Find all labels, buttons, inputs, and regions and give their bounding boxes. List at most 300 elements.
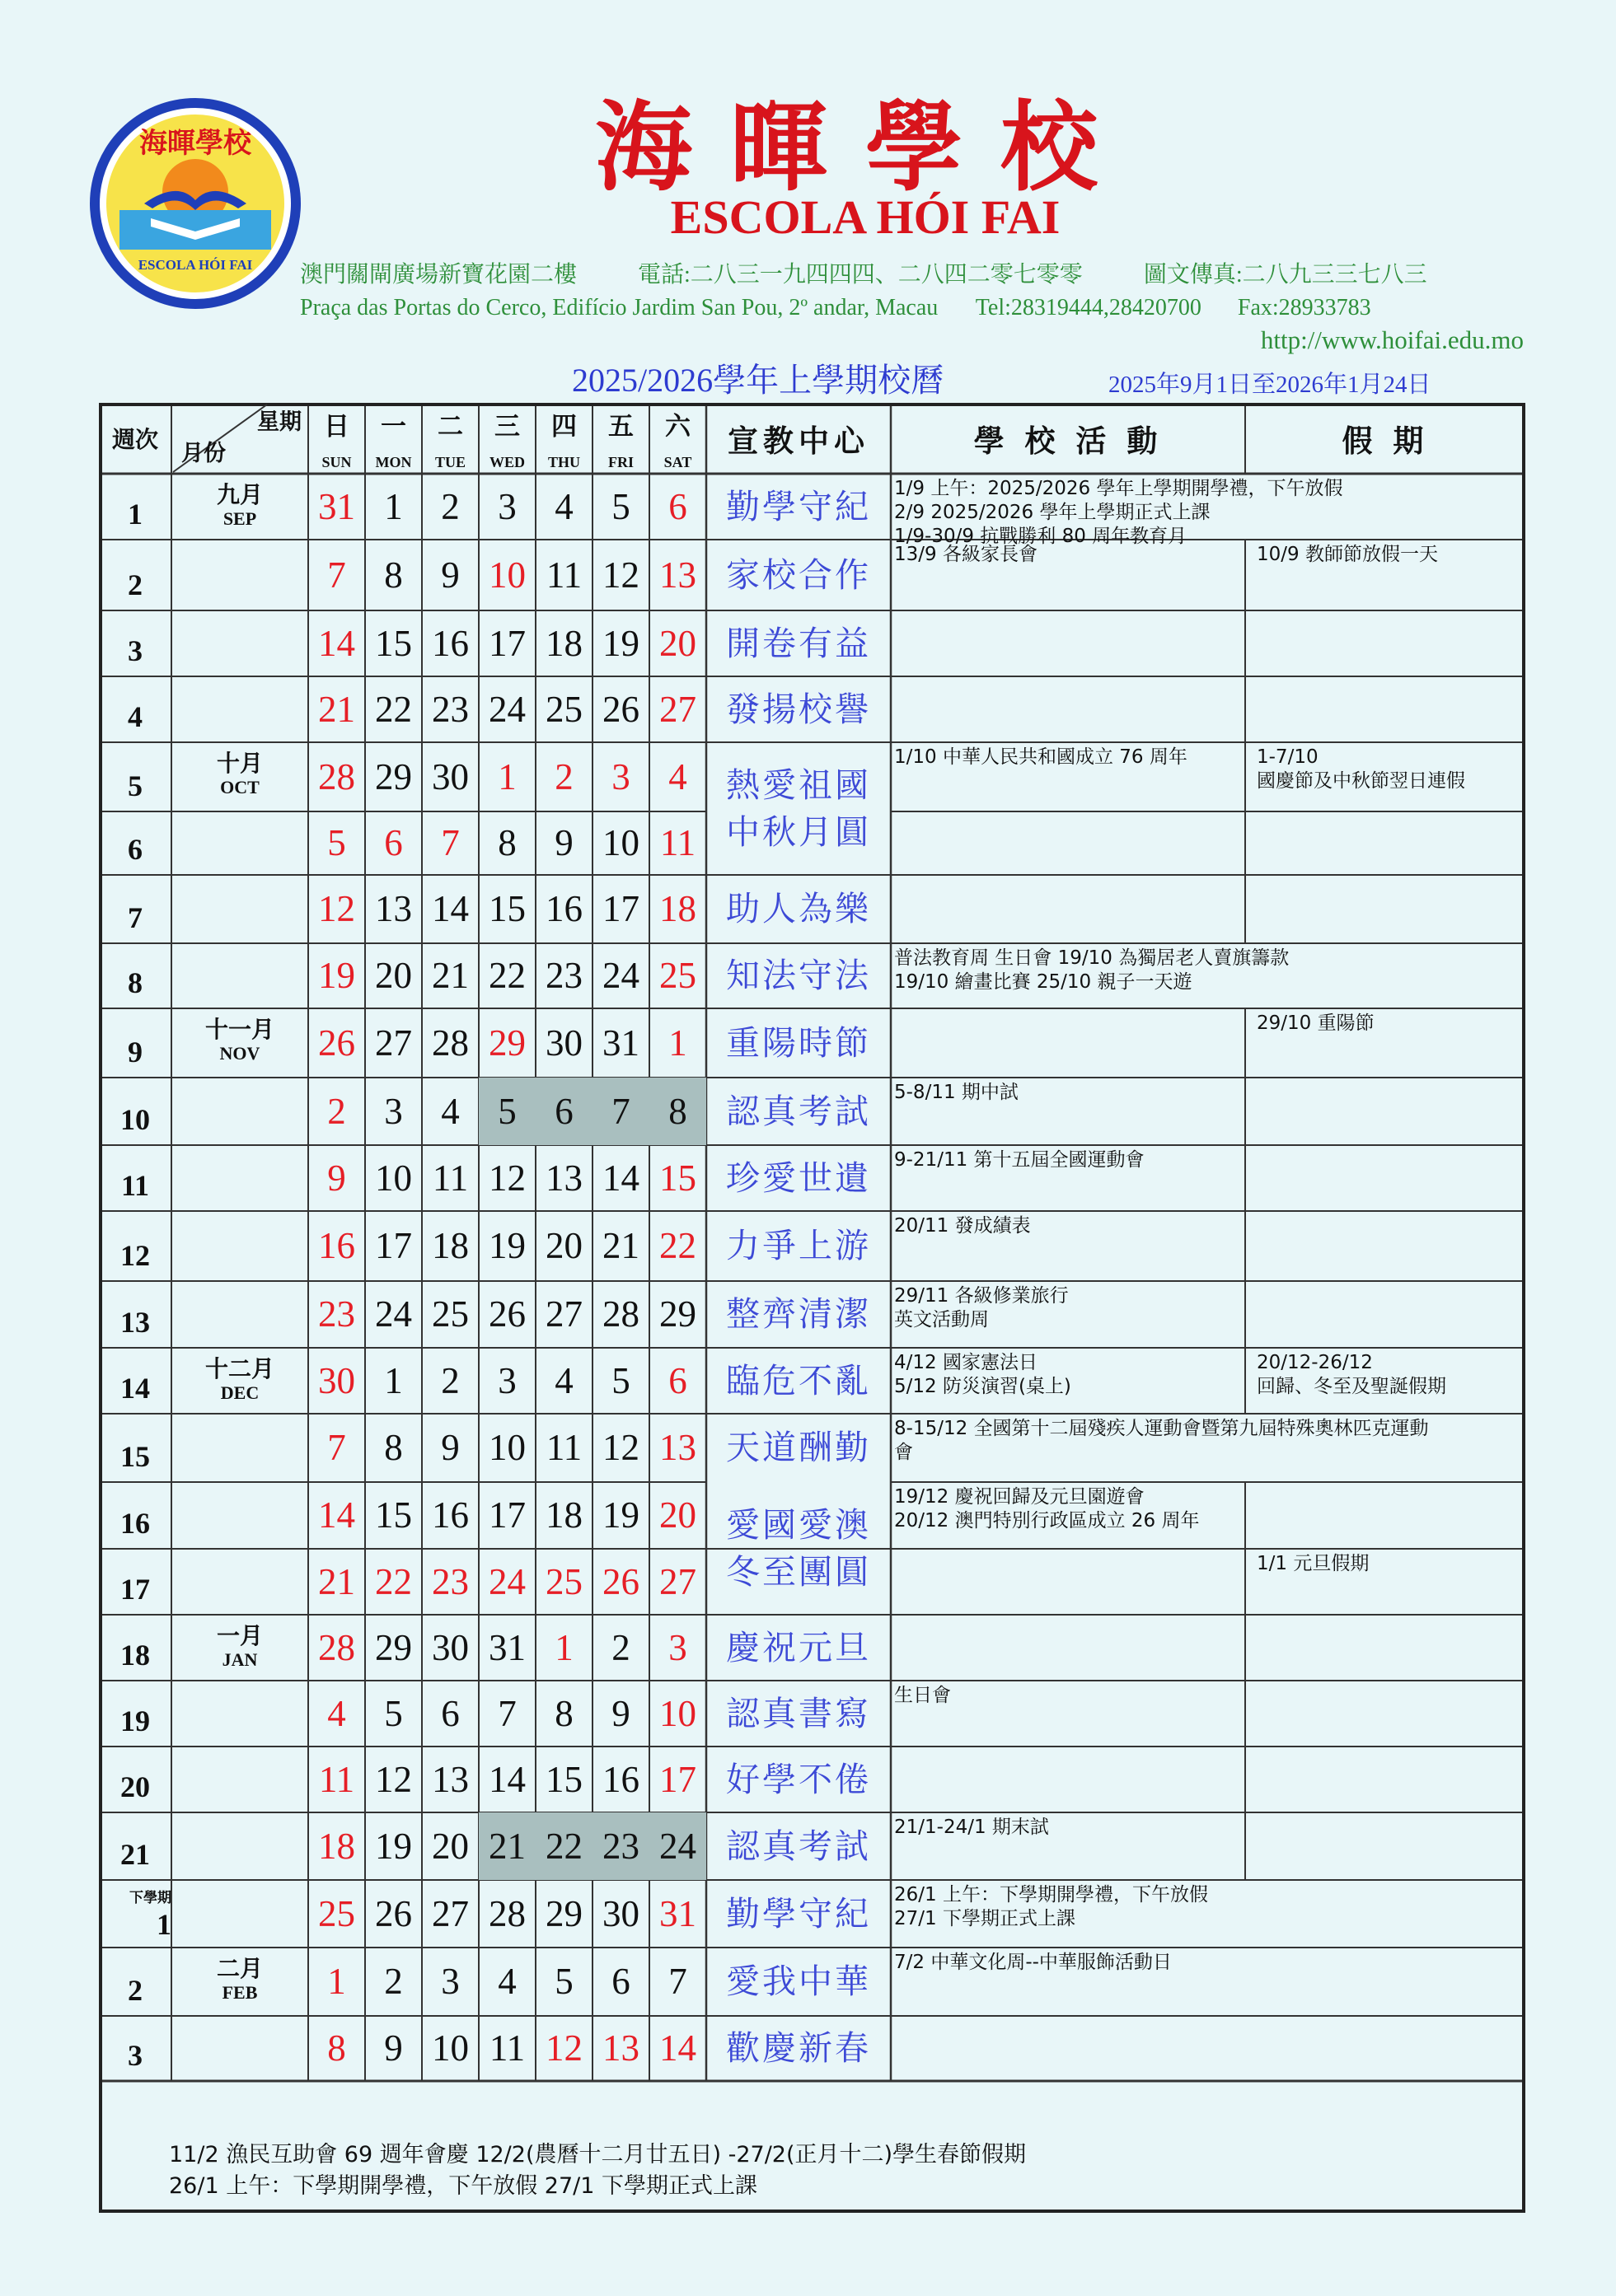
day-cell: 23 — [546, 955, 583, 996]
day-cell: 7 — [498, 1692, 517, 1734]
day-cell: 16 — [318, 1225, 355, 1266]
motto-cell — [706, 1482, 891, 1615]
header-day-cn: 四 — [551, 412, 577, 442]
activity-line: 29/11 各級修業旅行 — [894, 1285, 1069, 1307]
activity-line: 27/1 下學期正式上課 — [894, 1908, 1075, 1929]
day-cell: 9 — [384, 2027, 403, 2069]
month-cn: 十一月 — [204, 1016, 274, 1043]
month-cell — [171, 1414, 308, 1482]
header-activities: 學 校 活 動 — [973, 423, 1163, 459]
activity-line: 2/9 2025/2026 學年上學期正式上課 — [894, 502, 1211, 523]
day-cell: 24 — [489, 688, 526, 730]
day-cell: 4 — [498, 1961, 517, 2002]
day-cell: 14 — [659, 2027, 696, 2069]
week-number: 18 — [120, 1639, 150, 1672]
header-day-sat — [649, 403, 706, 474]
day-cell: 25 — [432, 1293, 469, 1335]
month-cell — [171, 742, 308, 811]
week-number: 20 — [120, 1770, 150, 1803]
school-url[interactable]: http://www.hoifai.edu.mo — [1260, 325, 1524, 354]
motto-cell — [706, 1145, 891, 1211]
month-cell — [171, 1747, 308, 1812]
day-cell: 18 — [546, 622, 583, 664]
day-cell: 21 — [479, 1812, 536, 1880]
month-cell — [171, 1948, 308, 2016]
header-day-sun — [308, 403, 365, 474]
activity-cell — [891, 1681, 1245, 1747]
motto-cell — [706, 1078, 891, 1145]
motto-line: 中秋月圓 — [726, 811, 871, 852]
day-cell: 7 — [668, 1961, 687, 2002]
day-cell: 31 — [489, 1626, 526, 1668]
day-cell: 10 — [489, 554, 526, 596]
month-cell — [171, 1008, 308, 1078]
day-cell: 13 — [602, 2027, 639, 2069]
day-cell: 25 — [546, 688, 583, 730]
header-day-thu — [536, 403, 593, 474]
day-cell: 5 — [555, 1961, 574, 2002]
calendar-date-range: 2025年9月1日至2026年1月24日 — [1108, 372, 1431, 398]
day-cell: 20 — [546, 1225, 583, 1266]
day-cell: 4 — [668, 755, 687, 797]
day-cell: 14 — [489, 1758, 526, 1800]
day-cell: 2 — [327, 1090, 346, 1132]
holiday-line: 20/12-26/12 — [1257, 1352, 1373, 1373]
day-cell: 6 — [384, 822, 403, 863]
day-cell: 23 — [432, 688, 469, 730]
day-cell: 5 — [384, 1692, 403, 1734]
day-cell: 18 — [546, 1494, 583, 1536]
motto-line: 臨危不亂 — [726, 1360, 871, 1401]
week-number: 3 — [128, 2039, 143, 2072]
day-cell: 25 — [546, 1560, 583, 1602]
day-cell: 9 — [555, 822, 574, 863]
day-cell: 11 — [546, 554, 583, 596]
holiday-cell — [1245, 875, 1525, 943]
activity-cell — [891, 1211, 1245, 1281]
day-cell: 19 — [318, 955, 355, 996]
day-cell: 4 — [555, 1359, 574, 1401]
day-cell: 7 — [327, 554, 346, 596]
day-cell: 11 — [432, 1157, 469, 1199]
logo-text-cn: 海暉學校 — [139, 127, 251, 160]
motto-line: 愛我中華 — [726, 1962, 871, 2001]
week-number: 7 — [128, 901, 143, 934]
day-cell: 19 — [375, 1825, 412, 1867]
motto-line: 慶祝元旦 — [726, 1627, 871, 1667]
motto-cell — [706, 742, 891, 875]
day-cell: 29 — [375, 755, 412, 797]
month-cell — [171, 1812, 308, 1880]
day-cell: 14 — [432, 888, 469, 929]
day-cell: 21 — [318, 1560, 355, 1602]
header-day-en: MON — [375, 454, 412, 470]
school-name-pt: ESCOLA HÓI FAI — [670, 190, 1061, 244]
day-cell: 22 — [375, 688, 412, 730]
calendar-title: 2025/2026學年上學期校曆 — [572, 362, 944, 399]
day-cell: 3 — [441, 1961, 460, 2002]
day-cell: 26 — [375, 1892, 412, 1934]
motto-line: 知法守法 — [726, 956, 871, 995]
day-cell: 15 — [375, 1494, 412, 1536]
day-cell: 10 — [375, 1157, 412, 1199]
day-cell: 13 — [432, 1758, 469, 1800]
day-cell: 13 — [546, 1157, 583, 1199]
day-cell: 30 — [602, 1892, 639, 1934]
day-cell: 17 — [489, 622, 526, 664]
holiday-cell — [1245, 1549, 1525, 1615]
day-cell: 17 — [659, 1758, 696, 1800]
day-cell: 16 — [546, 888, 583, 929]
address-line-cn — [300, 264, 1427, 287]
activity-line: 1/9-30/9 抗戰勝利 80 周年教育月 — [894, 526, 1187, 547]
holiday-line: 29/10 重陽節 — [1257, 1012, 1375, 1034]
motto-line: 好學不倦 — [726, 1759, 871, 1799]
day-cell: 18 — [659, 888, 696, 929]
day-cell: 8 — [327, 2027, 346, 2069]
header-day-wed — [479, 403, 536, 474]
day-cell: 31 — [659, 1892, 696, 1934]
week-number: 10 — [120, 1103, 150, 1136]
month-cell — [171, 943, 308, 1008]
activity-cell — [891, 1078, 1245, 1145]
activity-line: 生日會 — [894, 1685, 951, 1706]
month-cell — [171, 1482, 308, 1549]
activity-cell — [891, 1482, 1245, 1549]
day-cell: 6 — [536, 1078, 593, 1145]
day-cell: 18 — [432, 1225, 469, 1266]
footer-line-2: 26/1 上午：下學期開學禮，下午放假 27/1 下學期正式上課 — [169, 2173, 758, 2199]
motto-cell — [706, 1948, 891, 2016]
day-cell: 12 — [489, 1157, 526, 1199]
header-holidays: 假 期 — [1342, 423, 1429, 459]
day-cell: 5 — [327, 822, 346, 863]
day-cell: 5 — [479, 1078, 536, 1145]
motto-line: 冬至團圓 — [726, 1551, 871, 1592]
holiday-cell — [1245, 1482, 1525, 1549]
week-number: 2 — [128, 568, 143, 601]
month-cell — [171, 2016, 308, 2081]
header-day-fri — [593, 403, 649, 474]
month-cell — [171, 1078, 308, 1145]
holiday-cell — [1245, 1348, 1525, 1414]
activity-cell — [891, 1948, 1245, 2016]
month-cn: 十二月 — [204, 1355, 274, 1382]
month-cn: 二月 — [216, 1955, 263, 1982]
day-cell: 10 — [659, 1692, 696, 1734]
motto-line: 勤學守紀 — [726, 1893, 871, 1934]
day-cell: 3 — [668, 1626, 687, 1668]
month-en: DEC — [220, 1382, 260, 1403]
motto-cell — [706, 1281, 891, 1348]
day-cell: 20 — [375, 955, 412, 996]
motto-cell — [706, 1211, 891, 1281]
motto-cell — [706, 1348, 891, 1414]
day-cell: 15 — [546, 1758, 583, 1800]
day-cell: 13 — [659, 1427, 696, 1468]
header-week: 週次 — [111, 426, 158, 453]
header-day-en: SAT — [663, 454, 692, 470]
activity-cell — [891, 474, 1343, 547]
day-cell: 27 — [659, 1560, 696, 1602]
motto-cell — [706, 1414, 891, 1482]
day-cell: 15 — [375, 622, 412, 664]
day-cell: 19 — [602, 622, 639, 664]
header-day-cn: 三 — [494, 412, 520, 442]
day-cell: 29 — [375, 1626, 412, 1668]
motto-cell — [706, 610, 891, 676]
week-number: 4 — [128, 700, 143, 733]
day-cell: 10 — [602, 822, 639, 863]
week-number: 2 — [128, 1974, 143, 2007]
day-cell: 10 — [489, 1427, 526, 1468]
motto-cell — [706, 1812, 891, 1880]
day-cell: 9 — [441, 554, 460, 596]
header-day-cn: 日 — [324, 412, 349, 442]
activity-line: 4/12 國家憲法日 — [894, 1352, 1038, 1373]
header-day-en: WED — [489, 454, 525, 470]
motto-cell — [706, 1747, 891, 1812]
week-number: 15 — [120, 1440, 150, 1473]
day-cell: 25 — [318, 1892, 355, 1934]
day-cell: 6 — [668, 1359, 687, 1401]
week-number — [99, 1880, 171, 1948]
holiday-cell — [1245, 742, 1525, 811]
holiday-cell — [1245, 610, 1525, 676]
motto-line: 助人為樂 — [726, 889, 871, 928]
month-en: NOV — [219, 1043, 260, 1064]
activity-line: 13/9 各級家長會 — [894, 544, 1038, 565]
day-cell: 31 — [318, 485, 355, 527]
holiday-line: 國慶節及中秋節翌日連假 — [1257, 770, 1465, 792]
header-month-label: 月份 — [181, 441, 226, 466]
month-cell — [171, 1880, 308, 1948]
day-cell: 12 — [546, 2027, 583, 2069]
motto-line: 愛國愛澳 — [726, 1504, 871, 1545]
motto-cell — [706, 875, 891, 943]
month-cell — [171, 1211, 308, 1281]
day-cell: 2 — [441, 1359, 460, 1401]
day-cell: 6 — [611, 1961, 630, 2002]
holiday-cell — [1245, 1211, 1525, 1281]
week-number: 5 — [128, 769, 143, 802]
motto-line: 發揚校譽 — [726, 689, 871, 729]
day-cell: 3 — [384, 1090, 403, 1132]
day-cell: 2 — [555, 755, 574, 797]
month-cell — [171, 875, 308, 943]
motto-line: 整齊清潔 — [726, 1294, 871, 1334]
month-cell — [171, 474, 308, 540]
day-cell: 28 — [432, 1022, 469, 1064]
month-cell — [171, 1615, 308, 1681]
day-cell: 15 — [489, 888, 526, 929]
day-cell: 25 — [659, 955, 696, 996]
motto-line: 熱愛祖國 — [726, 765, 871, 805]
day-cell: 1 — [668, 1022, 687, 1064]
day-cell: 1 — [498, 755, 517, 797]
motto-cell — [706, 943, 891, 1008]
holiday-cell — [1245, 1747, 1525, 1812]
day-cell: 24 — [602, 955, 639, 996]
activity-cell — [891, 1880, 1245, 1948]
day-cell: 11 — [659, 822, 696, 863]
day-cell: 19 — [489, 1225, 526, 1266]
day-cell: 29 — [489, 1022, 526, 1064]
motto-line: 力爭上游 — [726, 1226, 871, 1265]
activity-cell — [891, 1008, 1245, 1078]
day-cell: 17 — [602, 888, 639, 929]
month-cn: 九月 — [216, 481, 263, 508]
week-number: 3 — [128, 634, 143, 667]
day-cell: 30 — [432, 755, 469, 797]
holiday-cell — [1245, 1078, 1525, 1145]
header-day-en: FRI — [608, 454, 634, 470]
day-cell: 26 — [602, 1560, 639, 1602]
activity-line: 普法教育周 生日會 19/10 為獨居老人賣旗籌款 — [894, 947, 1290, 969]
day-cell: 12 — [602, 554, 639, 596]
day-cell: 26 — [318, 1022, 355, 1064]
header-day-mon — [365, 403, 422, 474]
activity-line: 5-8/11 期中試 — [894, 1082, 1019, 1103]
day-cell: 4 — [441, 1090, 460, 1132]
day-cell: 23 — [318, 1293, 355, 1335]
motto-cell — [706, 1681, 891, 1747]
day-cell: 8 — [555, 1692, 574, 1734]
month-cell — [171, 676, 308, 742]
day-cell: 7 — [593, 1078, 649, 1145]
day-cell: 2 — [611, 1626, 630, 1668]
week-number: 16 — [120, 1507, 150, 1540]
month-cell — [171, 540, 308, 610]
header-day-tue — [422, 403, 479, 474]
day-cell: 22 — [536, 1812, 593, 1880]
header-day-en: SUN — [321, 454, 352, 470]
day-cell: 11 — [318, 1758, 355, 1800]
day-cell: 20 — [659, 1494, 696, 1536]
holiday-cell — [1245, 540, 1525, 610]
week-number: 1 — [128, 498, 143, 531]
day-cell: 4 — [555, 485, 574, 527]
day-cell: 9 — [611, 1692, 630, 1734]
day-cell: 6 — [441, 1692, 460, 1734]
week-number: 12 — [120, 1239, 150, 1272]
day-cell: 22 — [659, 1225, 696, 1266]
day-cell: 11 — [489, 2027, 526, 2069]
day-cell: 31 — [602, 1022, 639, 1064]
activity-line: 5/12 防災演習(桌上) — [894, 1376, 1071, 1397]
motto-cell — [706, 540, 891, 610]
logo-text-pt: ESCOLA HÓI FAI — [138, 257, 253, 273]
holiday-cell — [1245, 1008, 1525, 1078]
day-cell: 16 — [432, 1494, 469, 1536]
activity-line: 20/11 發成績表 — [894, 1215, 1031, 1237]
day-cell: 1 — [555, 1626, 574, 1668]
day-cell: 29 — [546, 1892, 583, 1934]
day-cell: 29 — [659, 1293, 696, 1335]
day-cell: 21 — [432, 955, 469, 996]
month-cell — [171, 610, 308, 676]
holiday-cell — [1245, 474, 1525, 540]
activity-line: 8-15/12 全國第十二屆殘疾人運動會暨第九屆特殊奧林匹克運動 — [894, 1418, 1429, 1439]
day-cell: 30 — [318, 1359, 355, 1401]
day-cell: 15 — [659, 1157, 696, 1199]
day-cell: 28 — [602, 1293, 639, 1335]
day-cell: 13 — [375, 888, 412, 929]
day-cell: 19 — [602, 1494, 639, 1536]
address-cn: 澳門關閘廣場新寶花園二樓 — [300, 262, 578, 288]
header-day-cn: 五 — [608, 412, 634, 442]
activity-line: 19/12 慶祝回歸及元旦園遊會 — [894, 1486, 1145, 1508]
week-number: 9 — [128, 1036, 143, 1069]
activity-line: 1/10 中華人民共和國成立 76 周年 — [894, 746, 1187, 768]
activity-cell — [891, 811, 1245, 875]
day-cell: 4 — [327, 1692, 346, 1734]
calendar-table — [99, 403, 1525, 2213]
day-cell: 8 — [384, 1427, 403, 1468]
header-weekday-label: 星期 — [257, 409, 302, 435]
day-cell: 8 — [649, 1078, 706, 1145]
motto-line: 歡慶新春 — [726, 2028, 871, 2068]
month-cell — [171, 1145, 308, 1211]
month-cell — [171, 1348, 308, 1414]
motto-cell — [706, 1880, 891, 1948]
month-en: JAN — [222, 1649, 258, 1670]
motto-line: 認真書寫 — [726, 1693, 871, 1733]
week-number: 21 — [120, 1838, 150, 1871]
holiday-cell — [1245, 1281, 1525, 1348]
activity-cell — [891, 540, 1245, 610]
motto-cell — [706, 1008, 891, 1078]
day-cell: 20 — [659, 622, 696, 664]
motto-line: 珍愛世遺 — [726, 1157, 871, 1198]
activity-cell — [891, 1747, 1245, 1812]
day-cell: 14 — [318, 622, 355, 664]
activity-cell — [891, 2016, 1245, 2081]
day-cell: 24 — [649, 1812, 706, 1880]
month-cell — [171, 1549, 308, 1615]
day-cell: 5 — [611, 1359, 630, 1401]
day-cell: 26 — [602, 688, 639, 730]
day-cell: 18 — [318, 1825, 355, 1867]
day-cell: 20 — [432, 1825, 469, 1867]
holiday-line: 10/9 教師節放假一天 — [1257, 544, 1438, 565]
activity-cell — [891, 875, 1245, 943]
activity-cell — [891, 742, 1245, 811]
day-cell: 2 — [441, 485, 460, 527]
motto-line: 重陽時節 — [726, 1022, 871, 1063]
day-cell: 12 — [318, 888, 355, 929]
day-cell: 10 — [432, 2027, 469, 2069]
holiday-cell — [1245, 1145, 1525, 1211]
footer-line-1: 11/2 漁民互助會 69 週年會慶 12/2(農曆十二月廿五日) -27/2(正月十二)學生春節假期 — [169, 2142, 1027, 2167]
header-day-cn: 六 — [665, 412, 691, 442]
day-cell: 28 — [489, 1892, 526, 1934]
day-cell: 3 — [498, 485, 517, 527]
address-pt: Praça das Portas do Cerco, Edifício Jardim San Pou, 2º andar, Macau — [300, 295, 939, 320]
motto-line: 認真考試 — [726, 1091, 871, 1131]
week-value: 1 — [157, 1908, 171, 1941]
activity-cell — [891, 1281, 1245, 1348]
fax-pt: Fax:28933783 — [1237, 295, 1371, 320]
day-cell: 23 — [593, 1812, 649, 1880]
day-cell: 9 — [441, 1427, 460, 1468]
week-prefix: 下學期 — [129, 1890, 171, 1906]
day-cell: 3 — [611, 755, 630, 797]
school-name-cn: 海暉學校 — [594, 90, 1136, 204]
month-cell — [171, 1681, 308, 1747]
activity-cell — [891, 1348, 1245, 1414]
day-cell: 13 — [659, 554, 696, 596]
